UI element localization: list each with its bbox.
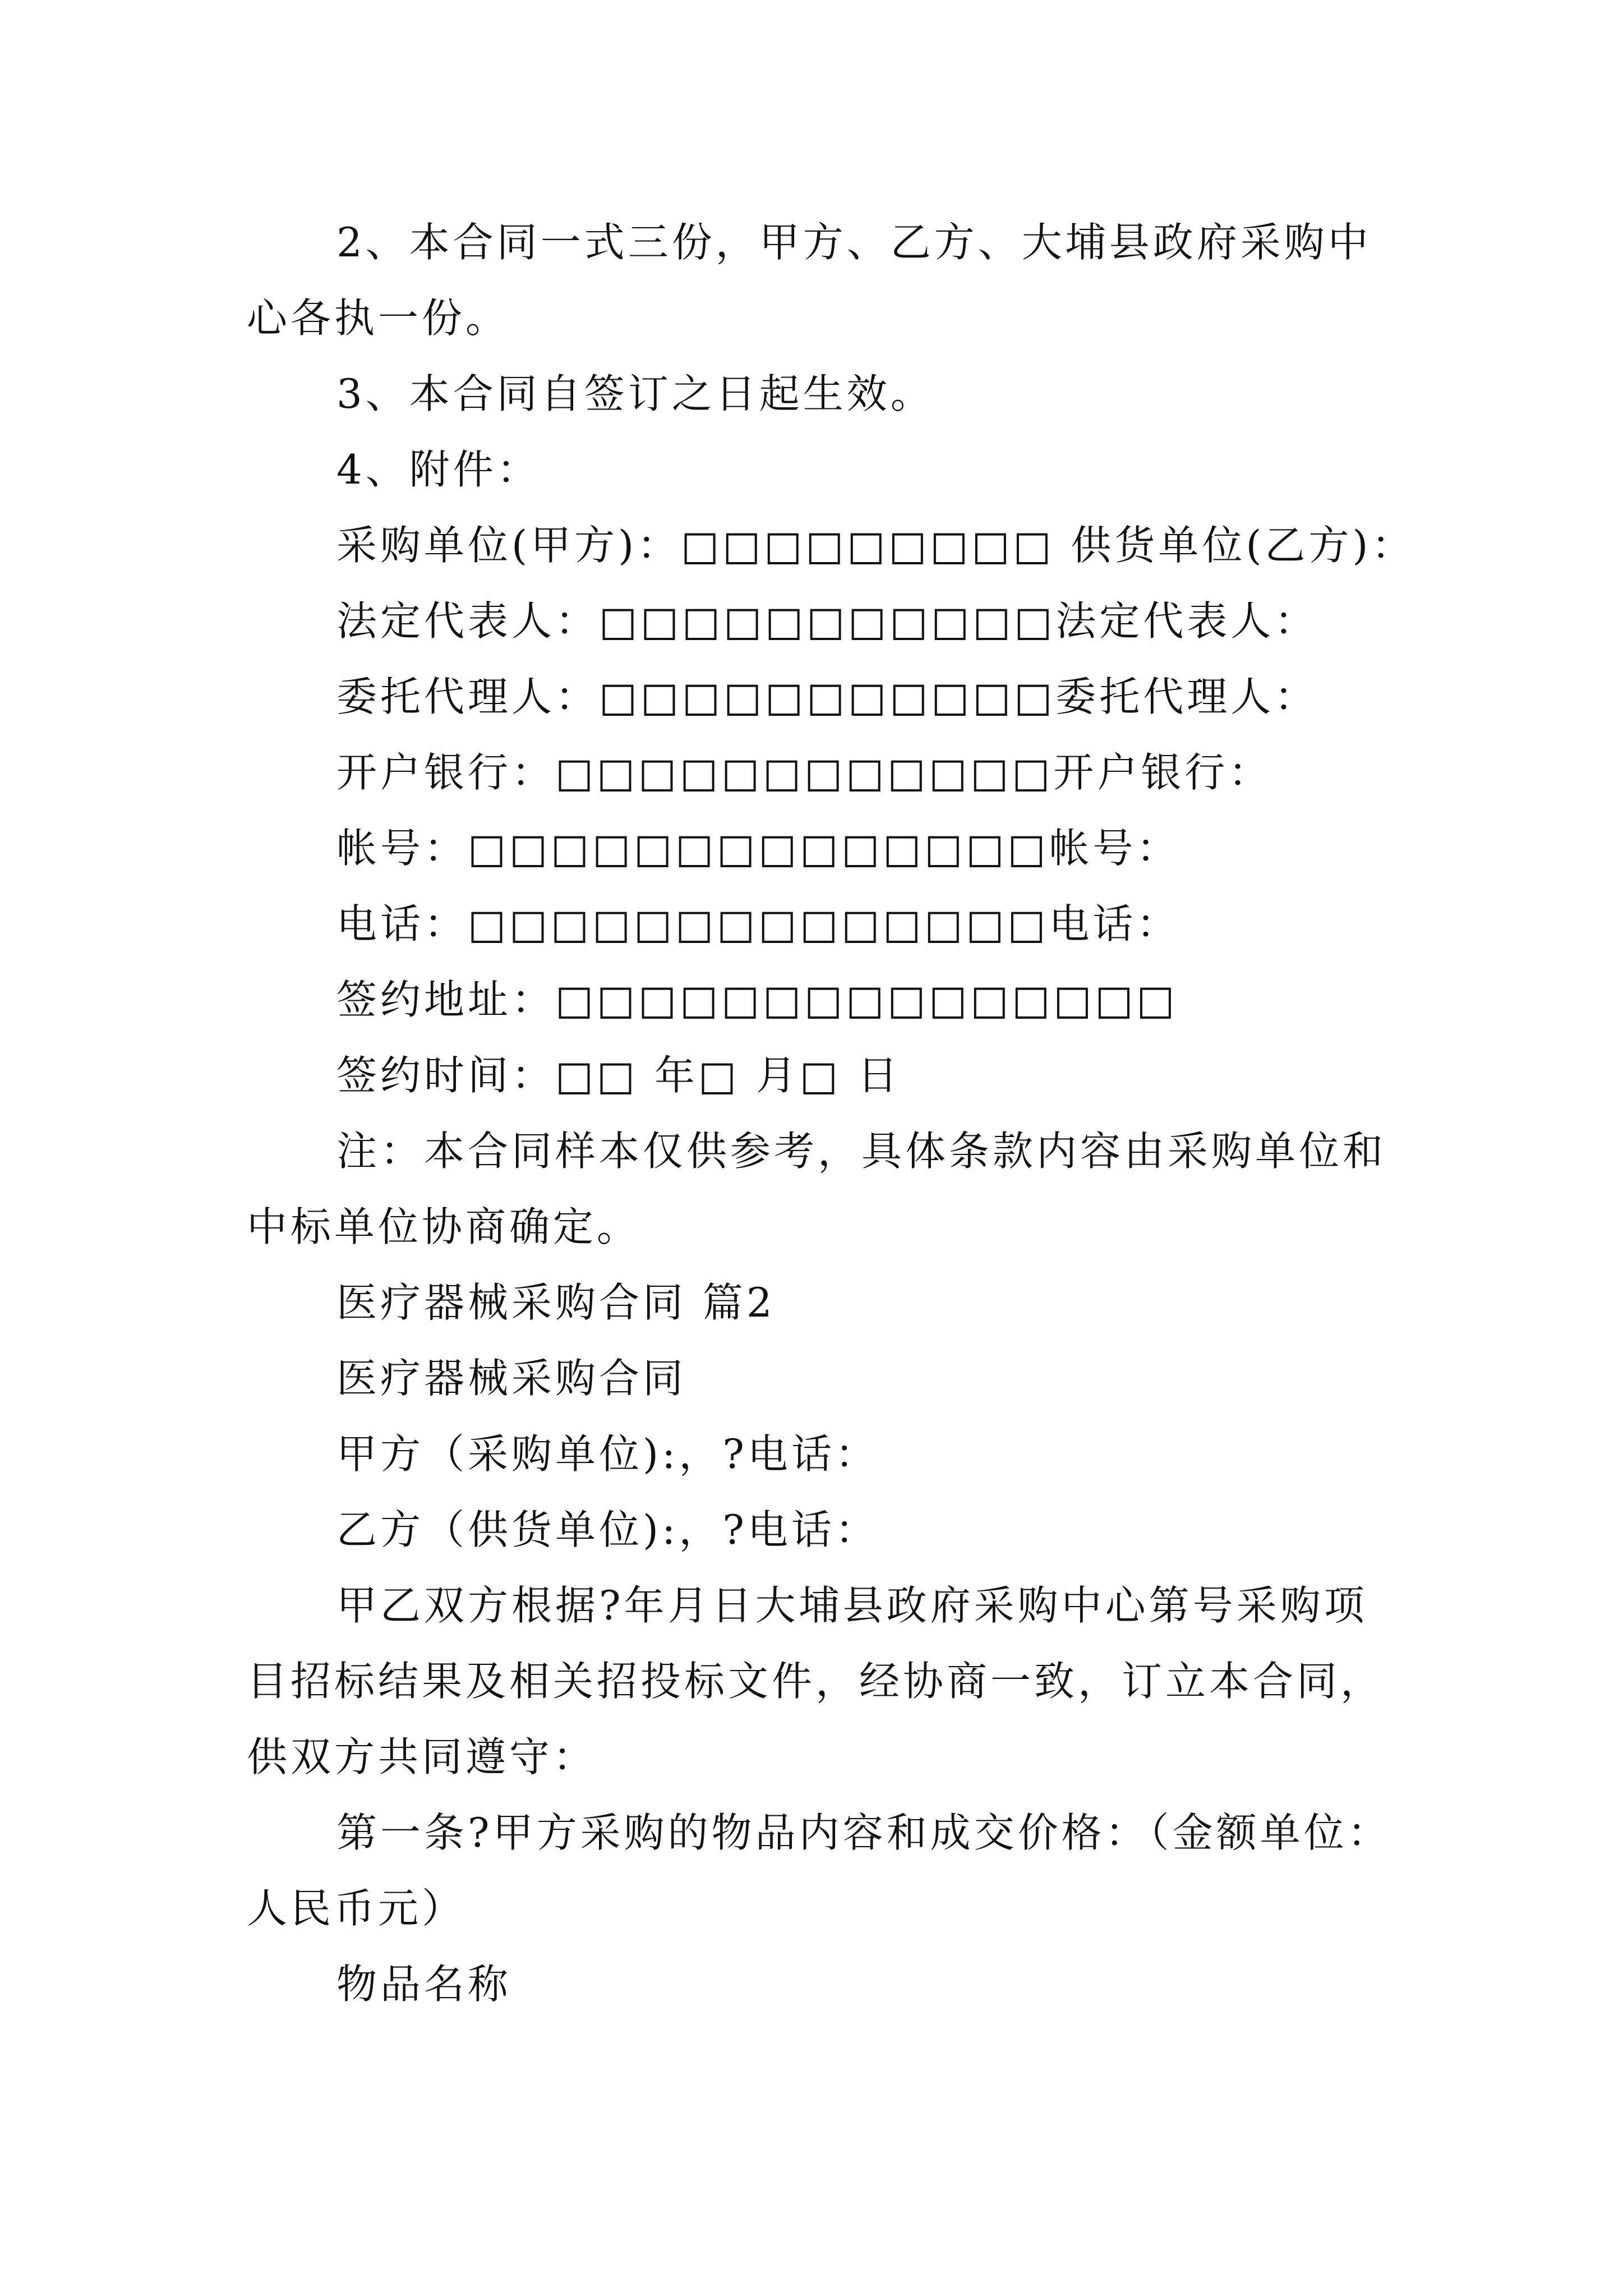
row-legal-representative: 法定代表人：□□□□□□□□□□□法定代表人： (336, 597, 1318, 645)
row-phone: 电话：□□□□□□□□□□□□□□电话： (336, 900, 1181, 947)
basis-line2: 目招标结果及相关招投标文件，经协商一致，订立本合同， (247, 1658, 1385, 1705)
paragraph-effective: 3、本合同自签订之日起生效。 (336, 370, 934, 417)
paragraph-copies-line2: 心各执一份。 (247, 295, 510, 342)
party-b-line: 乙方（供货单位):，?电话： (336, 1506, 879, 1553)
basis-line3: 供双方共同遵守： (247, 1733, 597, 1780)
party-a-line: 甲方（采购单位):，?电话： (336, 1430, 879, 1478)
section-heading: 医疗器械采购合同 篇2 (336, 1279, 776, 1326)
item-name-label: 物品名称 (336, 1961, 512, 2008)
row-purchaser-supplier: 采购单位(甲方)：□□□□□□□□□ 供货单位(乙方)： (336, 522, 1415, 569)
article-one-line2: 人民币元） (247, 1885, 466, 1932)
paragraph-copies-line1: 2、本合同一式三份，甲方、乙方、大埔县政府采购中 (336, 219, 1372, 266)
row-authorized-agent: 委托代理人：□□□□□□□□□□□委托代理人： (336, 673, 1318, 720)
contract-title: 医疗器械采购合同 (336, 1355, 687, 1402)
article-one-line1: 第一条?甲方采购的物品内容和成交价格：（金额单位： (336, 1809, 1391, 1856)
note-line2: 中标单位协商确定。 (247, 1203, 641, 1250)
paragraph-attachment: 4、附件： (336, 446, 541, 493)
row-account: 帐号：□□□□□□□□□□□□□□帐号： (336, 825, 1181, 872)
basis-line1: 甲乙双方根据?年月日大埔县政府采购中心第号采购项 (336, 1582, 1368, 1629)
note-line1: 注：本合同样本仅供参考，具体条款内容由采购单位和 (336, 1128, 1387, 1175)
row-sign-address: 签约地址：□□□□□□□□□□□□□□□ (336, 976, 1178, 1023)
row-sign-time: 签约时间：□□ 年□ 月□ 日 (336, 1052, 901, 1099)
row-bank: 开户银行：□□□□□□□□□□□□开户银行： (336, 749, 1272, 796)
